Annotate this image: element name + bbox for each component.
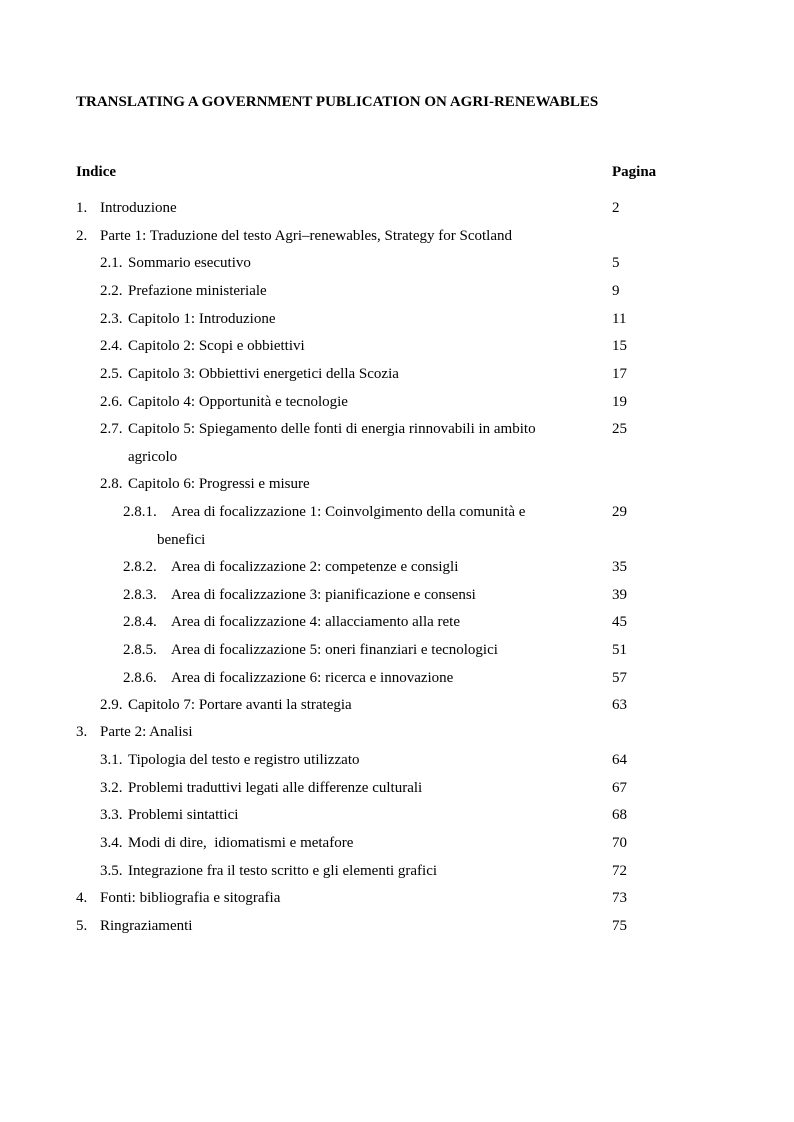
toc-entry-title: Fonti: bibliografia e sitografia <box>100 890 281 906</box>
toc-entry-title: Area di focalizzazione 3: pianificazione e consensi <box>171 587 476 603</box>
toc-entry-title: Capitolo 7: Portare avanti la strategia <box>128 697 352 713</box>
toc-entry-number: 2.8. <box>100 476 123 492</box>
toc-entry-title: Integrazione fra il testo scritto e gli elementi grafici <box>128 863 438 879</box>
toc-entry-page: 45 <box>612 614 627 630</box>
toc-entry-page: 11 <box>612 311 627 327</box>
toc-entry <box>0 639 794 661</box>
toc-entry-title: Problemi sintattici <box>128 807 239 823</box>
toc-entry-number: 2.8.6. <box>123 670 157 686</box>
toc-entry-number: 2.8.2. <box>123 559 157 575</box>
toc-entry-page: 63 <box>612 697 627 713</box>
toc-entry-number: 2.4. <box>100 338 123 354</box>
toc-entry-title: Capitolo 4: Opportunità e tecnologie <box>128 394 348 410</box>
toc-entry <box>0 335 794 357</box>
toc-entry-number: 3. <box>76 724 88 740</box>
toc-entry-page: 64 <box>612 752 627 768</box>
toc-entry-number: 1. <box>76 200 88 216</box>
toc-entry-number: 2.1. <box>100 255 123 271</box>
toc-entry <box>0 225 794 247</box>
toc-entry-title: Parte 1: Traduzione del testo Agri–renewables, Strategy for Scotland <box>100 228 512 244</box>
toc-entry-number: 3.4. <box>100 835 123 851</box>
toc-entry-page: 5 <box>612 255 620 271</box>
toc-entry-page: 2 <box>612 200 620 216</box>
toc-entry-title: Capitolo 1: Introduzione <box>128 311 276 327</box>
toc-entry <box>0 418 794 440</box>
toc-entry-number: 2.8.4. <box>123 614 157 630</box>
toc-entry <box>0 363 794 385</box>
toc-entry-title: Modi di dire, idiomatismi e metafore <box>128 835 354 851</box>
toc-entry-page: 67 <box>612 780 627 796</box>
toc-entry-number: 2.8.1. <box>123 504 157 520</box>
toc-entry-page: 35 <box>612 559 627 575</box>
toc-entry-title: Sommario esecutivo <box>128 255 251 271</box>
toc-entry <box>0 721 794 743</box>
toc-entry-title: Capitolo 6: Progressi e misure <box>128 476 310 492</box>
toc-entry-title: Parte 2: Analisi <box>100 724 193 740</box>
toc-entry-title: Area di focalizzazione 2: competenze e consigli <box>171 559 459 575</box>
toc-entry-page: 25 <box>612 421 627 437</box>
toc-entry-number: 2.6. <box>100 394 123 410</box>
toc-entry-number: 2.8.5. <box>123 642 157 658</box>
toc-entry-title: Area di focalizzazione 6: ricerca e innovazione <box>171 670 454 686</box>
toc-entry-page: 68 <box>612 807 627 823</box>
toc-entry-number: 2.7. <box>100 421 123 437</box>
toc-entry <box>0 584 794 606</box>
toc-entry-number: 2.9. <box>100 697 123 713</box>
toc-entry <box>0 556 794 578</box>
toc-entry-page: 70 <box>612 835 627 851</box>
toc-entry-page: 19 <box>612 394 627 410</box>
document-title: TRANSLATING A GOVERNMENT PUBLICATION ON AGRI-RENEWABLES <box>76 94 599 110</box>
toc-entry-title: Area di focalizzazione 1: Coinvolgimento della comunità e <box>171 504 526 520</box>
toc-entry <box>0 694 794 716</box>
toc-entry-number: 3.3. <box>100 807 123 823</box>
toc-entry-number: 4. <box>76 890 88 906</box>
toc-entry-page: 73 <box>612 890 627 906</box>
toc-entry <box>0 777 794 799</box>
toc-entry-number: 2.2. <box>100 283 123 299</box>
toc-entry <box>0 391 794 413</box>
toc-entry-page: 57 <box>612 670 627 686</box>
toc-entry <box>0 473 794 495</box>
toc-entry <box>0 667 794 689</box>
toc-entry-page: 72 <box>612 863 627 879</box>
toc-entry-number: 2.8.3. <box>123 587 157 603</box>
toc-entry-title: Problemi traduttivi legati alle differenze culturali <box>128 780 423 796</box>
toc-entry <box>0 749 794 771</box>
toc-entry-page: 51 <box>612 642 627 658</box>
toc-entry-title: Area di focalizzazione 5: oneri finanziari e tecnologici <box>171 642 498 658</box>
toc-entry-title: Capitolo 5: Spiegamento delle fonti di energia rinnovabili in ambito <box>128 421 536 437</box>
toc-entry-page: 15 <box>612 338 627 354</box>
toc-entry-number: 3.1. <box>100 752 123 768</box>
toc-entry <box>0 197 794 219</box>
toc-entry-title: Capitolo 3: Obbiettivi energetici della Scozia <box>128 366 399 382</box>
toc-entry <box>0 308 794 330</box>
toc-entry <box>0 915 794 937</box>
toc-entry-title: Ringraziamenti <box>100 918 193 934</box>
toc-entry-number: 3.2. <box>100 780 123 796</box>
toc-entry <box>0 252 794 274</box>
toc-entry-page: 75 <box>612 918 627 934</box>
toc-entry-title: Capitolo 2: Scopi e obbiettivi <box>128 338 305 354</box>
toc-entry-title-continuation: benefici <box>157 532 206 548</box>
toc-entry-title: Tipologia del testo e registro utilizzato <box>128 752 360 768</box>
toc-entry-title: Introduzione <box>100 200 177 216</box>
toc-entry-page: 17 <box>612 366 627 382</box>
toc-entry <box>0 887 794 909</box>
toc-entry-page: 39 <box>612 587 627 603</box>
toc-header-index: Indice <box>76 164 117 180</box>
toc-entry-number: 5. <box>76 918 88 934</box>
toc-entry-number: 2.5. <box>100 366 123 382</box>
toc-entry <box>0 501 794 523</box>
toc-entry-title: Area di focalizzazione 4: allacciamento alla rete <box>171 614 460 630</box>
toc-entry <box>0 280 794 302</box>
toc-entry <box>0 832 794 854</box>
toc-entry-number: 2.3. <box>100 311 123 327</box>
toc-header-page: Pagina <box>612 164 657 180</box>
toc-entry <box>0 611 794 633</box>
toc-entry <box>0 860 794 882</box>
toc-entry-title-continuation: agricolo <box>128 449 178 465</box>
toc-entry-page: 29 <box>612 504 627 520</box>
toc-entry-title: Prefazione ministeriale <box>128 283 267 299</box>
toc-entry-number: 2. <box>76 228 88 244</box>
toc-entry-number: 3.5. <box>100 863 123 879</box>
toc-entry <box>0 804 794 826</box>
toc-entry-page: 9 <box>612 283 620 299</box>
